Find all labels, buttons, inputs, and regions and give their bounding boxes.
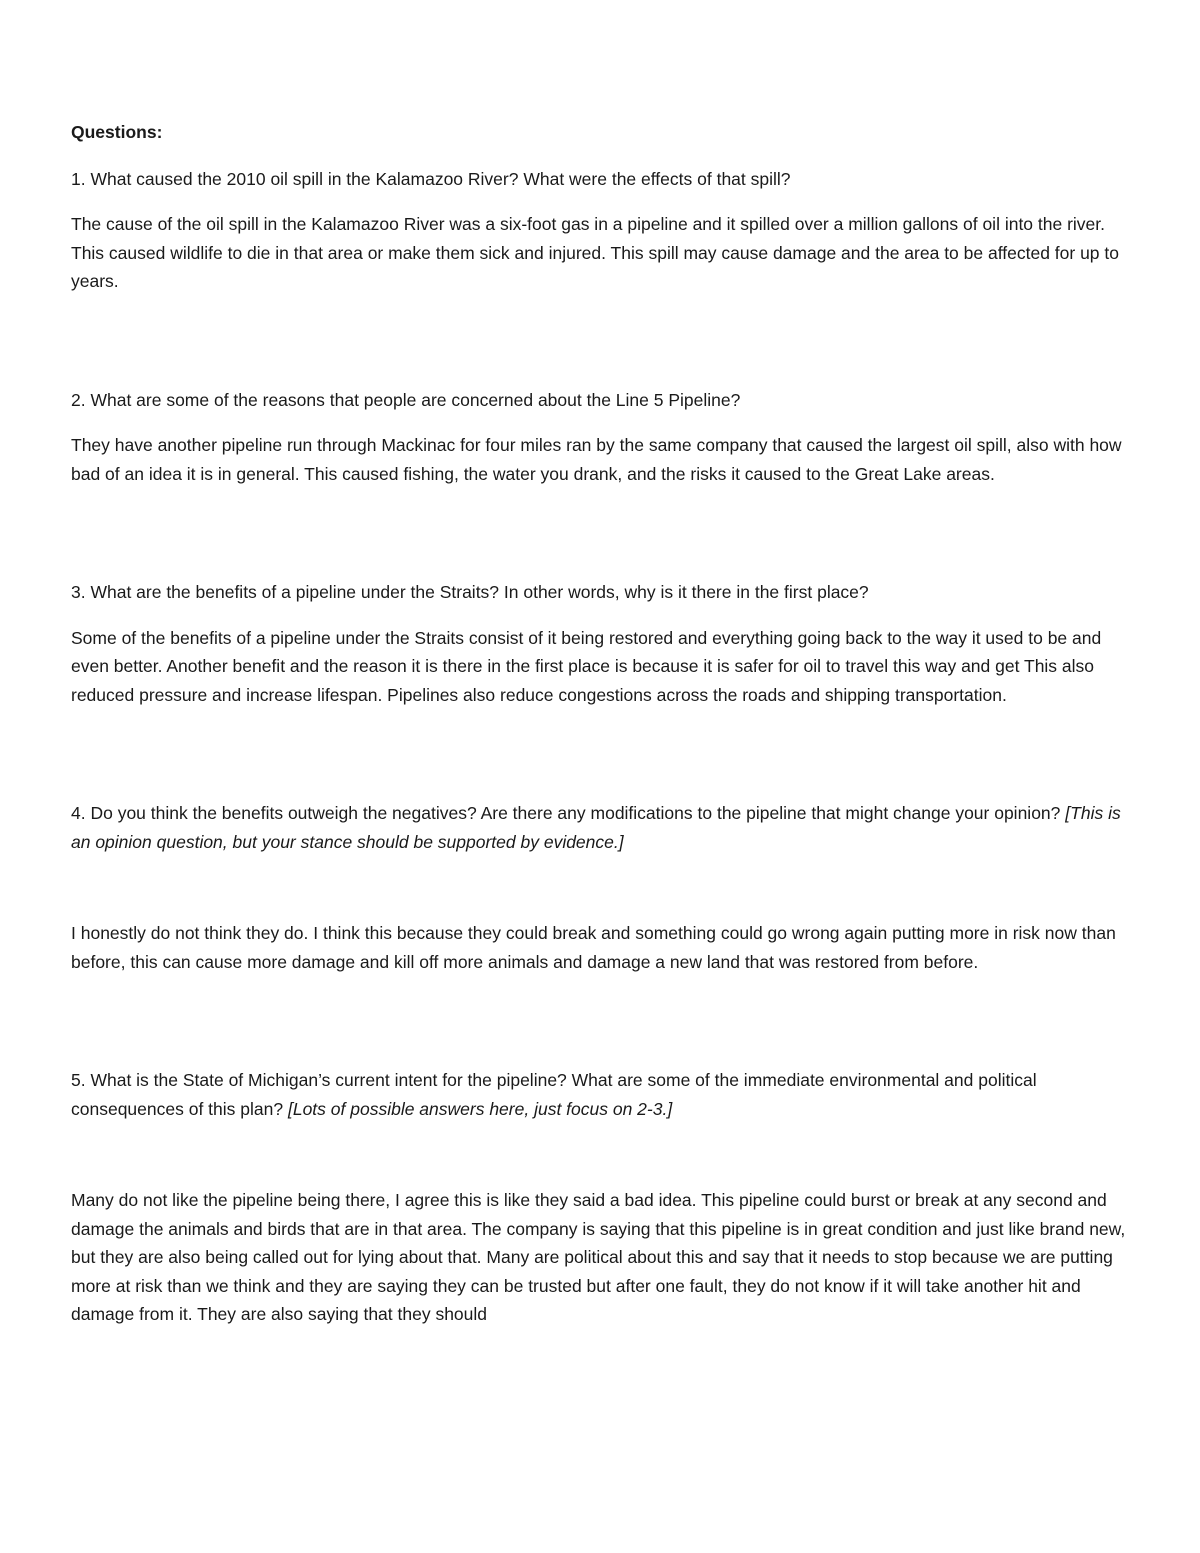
question-4-line — [71, 799, 1131, 856]
question-3-text: 3. What are the benefits of a pipeline under the Straits? In other words, why is it there in the first place? — [71, 582, 869, 602]
answer-3-text: Some of the benefits of a pipeline under the Straits consist of it being restored and everything going back to the way it used to be and even better. Another benefit and the reason it is there in the first place is because it is safer for oil to travel this way and get This also reduced pressure and increase lifespan. Pipelines also reduce congestions across the roads and shipping transportation. — [71, 627, 1102, 705]
question-block-3 — [71, 578, 1131, 709]
answer-4-text: I honestly do not think they do. I think this because they could break and something could go wrong again putting more in risk now than before, this can cause more damage and kill off more animals and damage a new land that was restored from before. — [71, 923, 1116, 972]
question-2-text: 2. What are some of the reasons that people are concerned about the Line 5 Pipeline? — [71, 389, 741, 410]
question-1-text: 1. What caused the 2010 oil spill in the Kalamazoo River? What were the effects of that spill? — [71, 168, 791, 189]
question-block-2 — [71, 386, 1131, 489]
spacer — [71, 709, 1131, 799]
question-5-hint: [Lots of possible answers here, just focus on 2-3.] — [287, 1098, 673, 1119]
question-5-line — [71, 1066, 1131, 1123]
question-4-text: 4. Do you think the benefits outweigh the negatives? Are there any modifications to the pipeline that might change your opinion? — [71, 803, 1061, 823]
question-5-text: 5. What is the State of Michigan’s current intent for the pipeline? What are some of the immediate environmental and political consequences of this plan? — [71, 1070, 1037, 1119]
spacer — [71, 873, 1131, 919]
answer-5-text: Many do not like the pipeline being there, I agree this is like they said a bad idea. This pipeline could burst or break at any second and damage the animals and birds that are in that area. The company is saying that this pipeline is in great condition and just like brand new, but they are also being called out for lying about that. Many are political about this and say that it needs to stop because we are putting more at risk than we think and they are saying they can be trusted but after one fault, they do not know if it will take another hit and damage from it. They are also saying that they should — [71, 1190, 1126, 1324]
question-block-1 — [71, 165, 1131, 296]
answer-2-text: They have another pipeline run through Mackinac for four miles ran by the same company that caused the largest oil spill, also with how bad of an idea it is in general. This caused fishing, the water you drank, and the risks it caused to the Great Lake areas. — [71, 435, 1122, 484]
document-body — [71, 118, 1131, 1329]
answer-1-text: The cause of the oil spill in the Kalamazoo River was a six-foot gas in a pipeline and it spilled over a million gallons of oil into the river. This caused wildlife to die in that area or make them sick and injured. This spill may cause damage and the area to be affected for up to years. — [71, 214, 1119, 291]
question-block-4 — [71, 799, 1131, 976]
spacer — [71, 296, 1131, 386]
spacer — [71, 1140, 1131, 1186]
question-4-hint: [This is an opinion question, but your stance should be supported by evidence.] — [71, 803, 1121, 852]
spacer — [71, 976, 1131, 1066]
spacer — [71, 488, 1131, 578]
questions-heading: Questions: — [71, 122, 163, 142]
question-block-5 — [71, 1066, 1131, 1329]
